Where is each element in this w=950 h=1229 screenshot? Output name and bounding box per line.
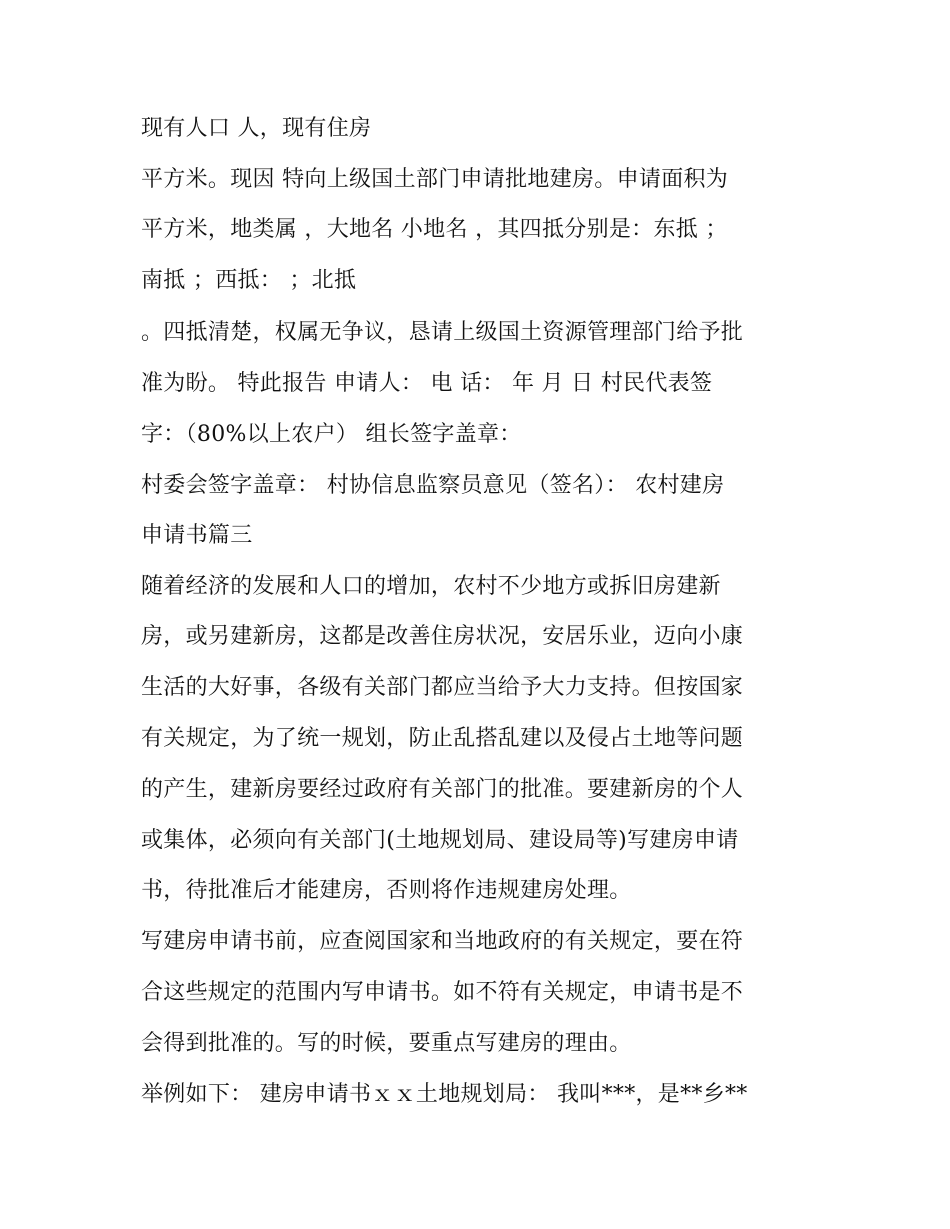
body-text-line: 书，待批准后才能建房，否则将作违规建房处理。 <box>141 878 632 903</box>
body-text-line: 写建房申请书前，应查阅国家和当地政府的有关规定，要在符 <box>141 929 744 954</box>
body-text-line: 或集体，必须向有关部门(土地规划局、建设局等)写建房申请 <box>141 828 739 853</box>
body-text-line: 平方米，地类属 ，大地名 小地名 ，其四抵分别是：东抵 ； <box>141 217 728 242</box>
body-text-line: 南抵 ；西抵： ；北抵 <box>141 268 357 293</box>
body-text-line: 村委会签字盖章： 村协信息监察员意见（签名）： 农村建房 <box>141 473 725 498</box>
body-text-line: 有关规定，为了统一规划，防止乱搭乱建以及侵占土地等问题 <box>141 726 744 751</box>
body-text-line: 生活的大好事，各级有关部门都应当给予大力支持。但按国家 <box>141 675 744 700</box>
body-text-line: 举例如下： 建房申请书ｘｘ土地规划局： 我叫***，是**乡** <box>141 1082 748 1107</box>
body-text-line: 现有人口 人，现有住房 <box>141 116 372 141</box>
body-text-line: 准为盼。 特此报告 申请人： 电 话： 年 月 日 村民代表签 <box>141 371 713 396</box>
body-text-line: 的产生，建新房要经过政府有关部门的批准。要建新房的个人 <box>141 777 744 802</box>
body-text-line: 会得到批准的。写的时候，要重点写建房的理由。 <box>141 1031 632 1056</box>
body-text-line: 。四抵清楚，权属无争议，恳请上级国土资源管理部门给予批 <box>141 320 744 345</box>
body-text-line: 随着经济的发展和人口的增加，农村不少地方或拆旧房建新 <box>141 574 721 599</box>
section-heading-line: 申请书篇三 <box>141 523 253 548</box>
body-text-line: 房，或另建新房，这都是改善住房状况，安居乐业，迈向小康 <box>141 624 744 649</box>
body-text-line: 平方米。现因 特向上级国土部门申请批地建房。申请面积为 <box>141 167 729 192</box>
body-text-line: 合这些规定的范围内写申请书。如不符有关规定，申请书是不 <box>141 980 744 1005</box>
body-text-line: 字：（80%以上农户） 组长签字盖章： <box>141 422 522 447</box>
